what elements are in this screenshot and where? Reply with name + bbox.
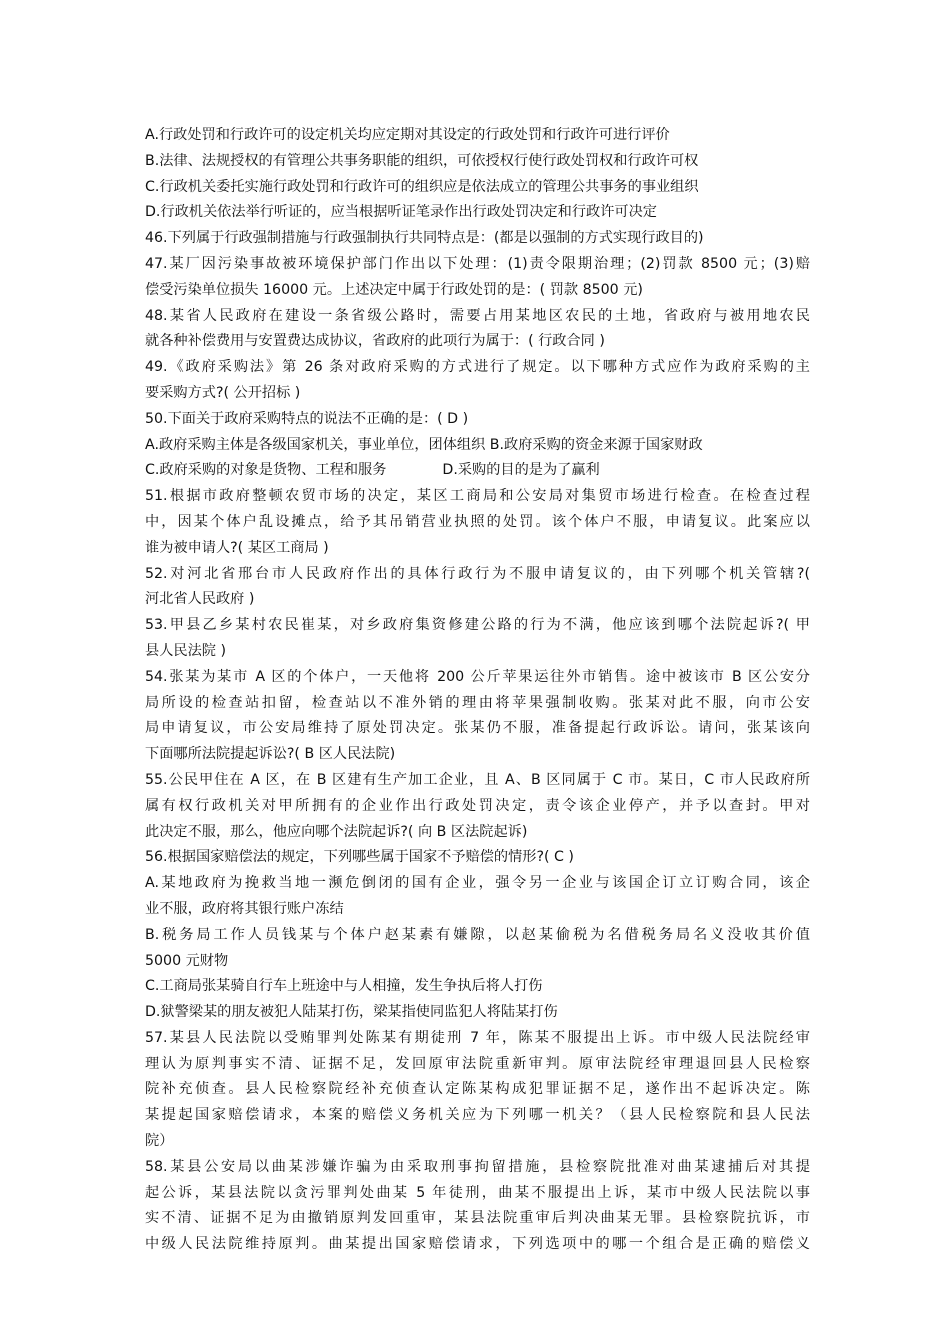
text-line: 要采购方式?( 公开招标 ) xyxy=(145,384,301,401)
text-line: 下面哪所法院提起诉讼?( B 区人民法院) xyxy=(145,746,396,763)
text-line: 起公诉，某县法院以贪污罪判处曲某 5 年徒刑，曲某不服提出上诉，某市中级人民法院以事 xyxy=(145,1184,810,1201)
text-line: 局申请复议，市公安局维持了原处罚决定。张某仍不服，准备提起行政诉讼。请问，张某该向 xyxy=(145,720,810,737)
text-line: 52.对河北省邢台市人民政府作出的具体行政行为不服申请复议的，由下列哪个机关管辖?( xyxy=(145,565,810,582)
text-line: 53.甲县乙乡某村农民崔某，对乡政府集资修建公路的行为不满，他应该到哪个法院起诉?( 甲 xyxy=(145,617,810,634)
text-line: A.政府采购主体是各级国家机关，事业单位，团体组织 B.政府采购的资金来源于国家财政 xyxy=(145,436,703,453)
text-line: 业不服，政府将其银行账户冻结 xyxy=(145,900,344,917)
text-line: 院） xyxy=(145,1133,174,1150)
text-line: 46.下列属于行政强制措施与行政强制执行共同特点是：(都是以强制的方式实现行政目的) xyxy=(145,230,704,247)
option-c: C.政府采购的对象是货物、工程和服务 xyxy=(145,462,387,479)
text-line: B.法律、法规授权的有管理公共事务职能的组织，可依授权行使行政处罚权和行政许可权 xyxy=(145,152,699,169)
text-line: 此决定不服，那么，他应向哪个法院起诉?( 向 B 区法院起诉) xyxy=(145,823,528,840)
text-line: 某提起国家赔偿请求，本案的赔偿义务机关应为下列哪一机关？（县人民检察院和县人民法 xyxy=(145,1107,810,1124)
text-line: C.工商局张某骑自行车上班途中与人相撞，发生争执后将人打伤 xyxy=(145,978,543,995)
text-line: 理认为原判事实不清、证据不足，发回原审法院重新审判。原审法院经审理退回县人民检察 xyxy=(145,1055,810,1072)
text-line: 47.某厂因污染事故被环境保护部门作出以下处理：(1)责令限期治理；(2)罚款 8500 元；(3)赔 xyxy=(145,255,810,272)
text-line: C.行政机关委托实施行政处罚和行政许可的组织应是依法成立的管理公共事务的事业组织 xyxy=(145,178,699,195)
text-line: 50.下面关于政府采购特点的说法不正确的是：( D ) xyxy=(145,410,469,427)
text-line: 院补充侦查。县人民检察院经补充侦查认定陈某构成犯罪证据不足，遂作出不起诉决定。陈 xyxy=(145,1081,810,1098)
text-line: 中，因某个体户乱设摊点，给予其吊销营业执照的处罚。该个体户不服，申请复议。此案应以 xyxy=(145,513,810,530)
text-line: 偿受污染单位损失 16000 元。上述决定中属于行政处罚的是：( 罚款 8500 元) xyxy=(145,281,643,298)
text-line: 就各种补偿费用与安置费达成协议，省政府的此项行为属于：( 行政合同 ) xyxy=(145,333,605,350)
document-body xyxy=(145,123,810,1258)
text-line: 48.某省人民政府在建设一条省级公路时，需要占用某地区农民的土地，省政府与被用地农民 xyxy=(145,307,810,324)
text-line: 局所设的检查站扣留，检查站以不准外销的理由将苹果强制收购。张某对此不服，向市公安 xyxy=(145,694,810,711)
text-line: 中级人民法院维持原判。曲某提出国家赔偿请求，下列选项中的哪一个组合是正确的赔偿义 xyxy=(145,1236,810,1253)
text-line: D.狱警梁某的朋友被犯人陆某打伤，梁某指使同监犯人将陆某打伤 xyxy=(145,1004,558,1021)
text-line: 属有权行政机关对甲所拥有的企业作出行政处罚决定，责令该企业停产，并予以查封。甲对 xyxy=(145,797,810,814)
text-line: 县人民法院 ) xyxy=(145,642,226,659)
text-line: 49.《政府采购法》第 26 条对政府采购的方式进行了规定。以下哪种方式应作为政府采购的主 xyxy=(145,359,810,376)
option-d: D.采购的目的是为了赢利 xyxy=(442,462,600,479)
text-line: A.行政处罚和行政许可的设定机关均应定期对其设定的行政处罚和行政许可进行评价 xyxy=(145,127,670,143)
text-line: 河北省人民政府 ) xyxy=(145,591,255,608)
text-line: D.行政机关依法举行听证的，应当根据听证笔录作出行政处罚决定和行政许可决定 xyxy=(145,204,657,221)
text-line: 54.张某为某市 A 区的个体户，一天他将 200 公斤苹果运往外市销售。途中被该市 B 区公安分 xyxy=(145,668,810,685)
text-line: B.税务局工作人员钱某与个体户赵某素有嫌隙，以赵某偷税为名借税务局名义没收其价值 xyxy=(145,926,810,943)
text-line: 56.根据国家赔偿法的规定，下列哪些属于国家不予赔偿的情形?( C ) xyxy=(145,849,574,866)
text-line: 51.根据市政府整顿农贸市场的决定，某区工商局和公安局对集贸市场进行检查。在检查过程 xyxy=(145,488,810,505)
text-line-options xyxy=(145,458,810,484)
text-line: 57.某县人民法院以受贿罪判处陈某有期徒刑 7 年，陈某不服提出上诉。市中级人民法院经审 xyxy=(145,1029,810,1046)
text-line: 实不清、证据不足为由撤销原判发回重审，某县法院重审后判决曲某无罪。县检察院抗诉，市 xyxy=(145,1210,810,1227)
text-line: 5000 元财物 xyxy=(145,952,229,969)
text-line: 55.公民甲住在 A 区，在 B 区建有生产加工企业，且 A、B 区同属于 C 市。某日，C 市人民政府所 xyxy=(145,771,810,788)
text-line: 谁为被申请人?( 某区工商局 ) xyxy=(145,539,329,556)
text-line: 58.某县公安局以曲某涉嫌诈骗为由采取刑事拘留措施，县检察院批准对曲某逮捕后对其提 xyxy=(145,1158,810,1175)
text-line: A.某地政府为挽救当地一濒危倒闭的国有企业，强令另一企业与该国企订立订购合同，该企 xyxy=(145,875,810,892)
